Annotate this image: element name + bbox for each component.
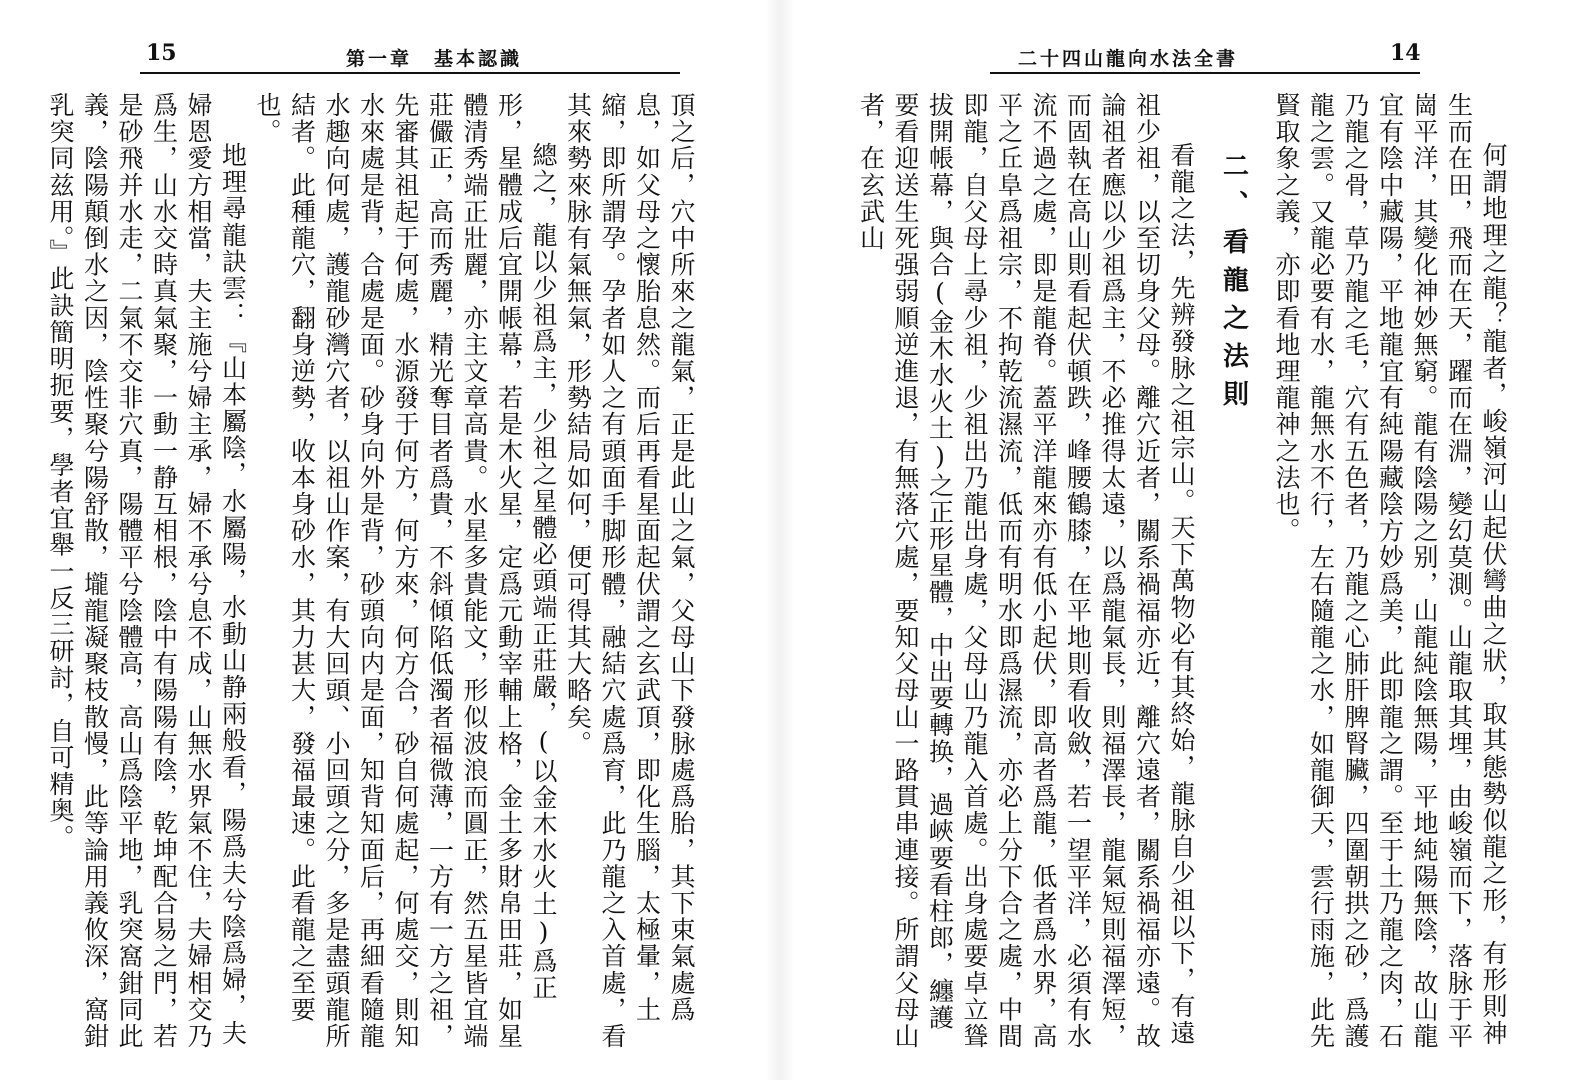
header-rule [140, 72, 680, 74]
page-number: 14 [1390, 40, 1421, 66]
right-page [790, 0, 1576, 1080]
book-title-header: 二十四山龍向水法全書 [1018, 48, 1239, 70]
page-number: 15 [146, 40, 177, 66]
section-title: 二、看龍之法則 [1218, 152, 1249, 418]
paragraph: 看龍之法，先辨發脉之祖宗山。天下萬物必有其終始，龍脉自少祖以下，有遠祖少祖，以至切身父母。離穴近者，關系禍福亦近，離穴遠者，關系禍福亦遠。故論祖者應以少祖爲主，不必推得太遠，以爲龍氣長，則福澤長，龍氣短則福澤短，而固執在高山則看起伏頓跌，峰腰鶴膝，在平地則看收斂，若一望平洋，必須有水流不過之處，即是龍脊。蓋平洋龍來亦有低小起伏，即高者爲龍，低者爲水界，高平之丘阜爲祖宗，不拘乾流濕流，低而有明水即爲濕流，亦必上分下合之處，中間即龍，自父母上尋少祖，少祖出乃龍出身處，父母山乃龍入首處。出身處要卓立聳拔開帳幕，與合(金木水火土)之正形星體，中出要轉换，過峽要看柱郎，纏護要看迎送生死强弱順逆進退，有無落穴處，要知父母山一路貫串連接。所謂父母山者，在玄武山 [856, 92, 1196, 1050]
paragraph: 何謂地理之龍？龍者，峻嶺河山起伏彎曲之狀，取其態勢似龍之形，有形則神生而在田，飛而在天，躍而在淵，變幻莫測。山龍取其埋，由峻嶺而下，落脉于平崗平洋，其變化神妙無窮。龍有陰陽之别，山龍純陰無陽，平地純陽無陰，故山龍宜有陰中藏陽，平地龍宜有純陽藏陰方妙爲美，此即龍之謂。至于土乃龍之肉，石乃龍之骨，草乃龍之毛，穴有五色者，乃龍之心肺肝脾腎臟，四圍朝拱之砂，爲護龍之雲。又龍必要有水，龍無水不行，左右隨龍之水，如龍御天，雲行雨施，此先賢取象之義，亦即看地理龍神之法也。 [1272, 92, 1508, 1050]
body-text [820, 92, 1510, 1052]
paragraph: 總之，龍以少祖爲主，少祖之星體必頭端正莊嚴，(以金木水火土)爲正形，星體成后宜開帳幕，若是木火星，定爲元動宰輔上格，金土多財帛田莊，如星體清秀端正壯麗，亦主文章高貴。水星多貴能文，形似波浪而圓正，然五星皆宜端莊儼正，高而秀麗，精光奪目者爲貴，不斜傾陷低濁者福微薄，一方有一方之祖，先審其祖起于何處，水源發于何方，何方來，何方合，砂自何處起，何處交，則知水來處是背，合處是面。砂身向外是背，砂頭向内是面，知背知面后，再細看隨龍水趣向何處，護龍砂灣穴者，以祖山作案，有大回頭、小回頭之分，多是盡頭龍所結者。此種龍穴，翻身逆勢，收本身砂水，其力甚大，發福最速。此看龍之至要也。 [253, 92, 558, 1050]
paragraph: 地理尋龍訣雲：『山本屬陰，水屬陽，水動山静兩般看，陽爲夫兮陰爲婦，夫婦恩愛方相當，夫主施兮婦主承，婦不承兮息不成，山無水界氣不住，夫婦相交乃爲生，山水交時真氣聚，一動一静互相根，陰中有陽陽有陰，乾坤配合易之門，若是砂飛并水走，二氣不交非穴真，陽體平兮陰體高，高山爲陰平地，乳突窩鉗同此義，陰陽顛倒水之因，陰性聚兮陽舒散，壠龍凝聚枝散慢，此等論用義攸深，窩鉗乳突同兹用。』此訣簡明扼要，學者宜舉一反三研討，自可精奥。 [46, 92, 248, 1050]
paragraph: 頂之后，穴中所來之龍氣，正是此山之氣，父母山下發脉處爲胎，其下束氣處爲息，如父母之懷胎息然。而后再看星面起伏謂之玄武頂，即化生腦，太極暈，土縮，即所謂孕。孕者如人之有頭面手脚形體，融結穴處爲育，此乃龍之入首處，看其來勢來脉有氣無氣，形勢結局如何，便可得其大略矣。 [563, 92, 696, 1050]
left-page [0, 0, 780, 1080]
chapter-header: 第一章 基本認識 [346, 48, 523, 70]
header-rule [990, 72, 1420, 74]
body-text [46, 92, 698, 1052]
